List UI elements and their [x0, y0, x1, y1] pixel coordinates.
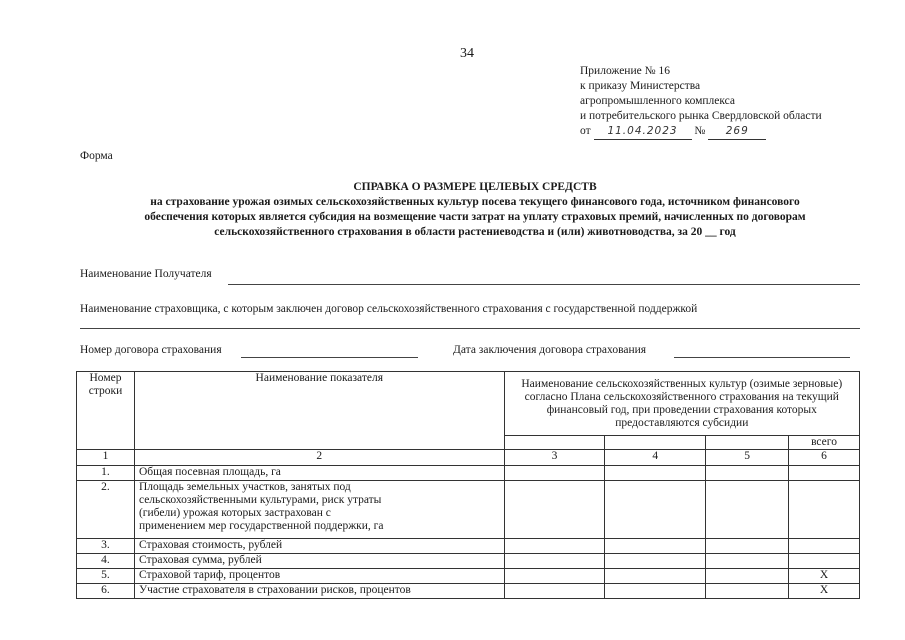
title-line-1: СПРАВКА О РАЗМЕРЕ ЦЕЛЕВЫХ СРЕДСТВ: [353, 181, 597, 193]
title-line-4: сельскохозяйственного страхования в области растениеводства и (или) животноводства, за 20 __ год: [214, 226, 736, 238]
handwritten-date: 11.04.2023: [594, 124, 692, 140]
data-cell: [504, 466, 605, 481]
data-cell: [605, 481, 706, 539]
column-number: 2: [134, 450, 504, 466]
header-crop-cell: [504, 436, 605, 450]
appendix-line-1: Приложение № 16: [580, 65, 670, 77]
insurer-field: [80, 303, 697, 315]
row-total: Х: [789, 569, 860, 584]
column-numbers-row: [77, 450, 860, 466]
header-crop-cell: [706, 436, 789, 450]
data-cell: [706, 554, 789, 569]
row-name: Общая посевная площадь, га: [134, 466, 504, 481]
data-cell: [605, 569, 706, 584]
data-cell: [706, 569, 789, 584]
table-row: [77, 569, 860, 584]
data-cell: [605, 539, 706, 554]
recipient-field: [80, 268, 212, 280]
data-cell: [504, 481, 605, 539]
header-crop-cell: [605, 436, 706, 450]
row-number: 4.: [77, 554, 135, 569]
row-number: 3.: [77, 539, 135, 554]
row-number: 5.: [77, 569, 135, 584]
appendix-line-4: и потребительского рынка Свердловской области: [580, 110, 822, 122]
indicators-table: [76, 371, 860, 599]
recipient-label: Наименование Получателя: [80, 268, 212, 280]
row-name: Участие страхователя в страховании рисков, процентов: [134, 584, 504, 599]
appendix-block: [580, 64, 822, 140]
column-number: 4: [605, 450, 706, 466]
contract-date-label: Дата заключения договора страхования: [453, 344, 647, 356]
appendix-line-3: агропромышленного комплекса: [580, 95, 736, 107]
contract-number-underline: [241, 357, 418, 358]
data-cell: [706, 466, 789, 481]
data-cell: [504, 539, 605, 554]
data-cell: [706, 539, 789, 554]
row-total: [789, 481, 860, 539]
row-name: Страховая сумма, рублей: [134, 554, 504, 569]
row-name: Площадь земельных участков, занятых под сельскохозяйственными культурами, риск утраты (гибели) урожая которых застрахован с применением мер государственной поддержки, га: [134, 481, 504, 539]
data-cell: [504, 584, 605, 599]
table-row: [77, 481, 860, 539]
row-number: 1.: [77, 466, 135, 481]
row-total: [789, 554, 860, 569]
document-title: [80, 180, 870, 240]
data-cell: [504, 569, 605, 584]
appendix-date-line: [580, 124, 822, 140]
row-number: 6.: [77, 584, 135, 599]
title-line-3: обеспечения которых является субсидия на возмещение части затрат на уплату страховых премий, начисленных по договорам: [144, 211, 806, 223]
row-name: Страховой тариф, процентов: [134, 569, 504, 584]
title-line-2: на страхование урожая озимых сельскохозяйственных культур посева текущего финансового года, источником финансового: [150, 196, 800, 208]
row-total: [789, 466, 860, 481]
column-number: 5: [706, 450, 789, 466]
date-prefix: от: [580, 125, 591, 137]
handwritten-number: 269: [708, 124, 766, 140]
header-crops: Наименование сельскохозяйственных культур (озимые зерновые) согласно Плана сельскохозяйственного страхования на текущий финансовый год, при проведении страхования которых предоставляются субсидии: [504, 372, 859, 436]
insurer-underline: [80, 328, 860, 329]
number-prefix: №: [694, 125, 706, 137]
data-cell: [605, 466, 706, 481]
data-cell: [706, 481, 789, 539]
contract-number-label: Номер договора страхования: [80, 344, 222, 356]
appendix-line-2: к приказу Министерства: [580, 80, 701, 92]
row-total: Х: [789, 584, 860, 599]
header-row-number: Номер строки: [77, 372, 135, 450]
row-total: [789, 539, 860, 554]
header-total: всего: [789, 436, 860, 450]
page-number: 34: [460, 46, 474, 61]
data-cell: [605, 554, 706, 569]
table-row: [77, 466, 860, 481]
column-number: 3: [504, 450, 605, 466]
table-row: [77, 554, 860, 569]
row-number: 2.: [77, 481, 135, 539]
insurer-label: Наименование страховщика, с которым заключен договор сельскохозяйственного страхования с государственной поддержкой: [80, 303, 698, 315]
data-cell: [706, 584, 789, 599]
contract-date-underline: [674, 357, 850, 358]
table-row: [77, 584, 860, 599]
header-indicator-name: Наименование показателя: [134, 372, 504, 450]
data-cell: [504, 554, 605, 569]
form-label: Форма: [80, 150, 113, 162]
column-number: 1: [77, 450, 135, 466]
recipient-underline: [228, 284, 860, 285]
contract-number-field: [80, 344, 222, 356]
row-name: Страховая стоимость, рублей: [134, 539, 504, 554]
column-number: 6: [789, 450, 860, 466]
contract-date-field: [453, 344, 646, 356]
table-row: [77, 539, 860, 554]
data-cell: [605, 584, 706, 599]
